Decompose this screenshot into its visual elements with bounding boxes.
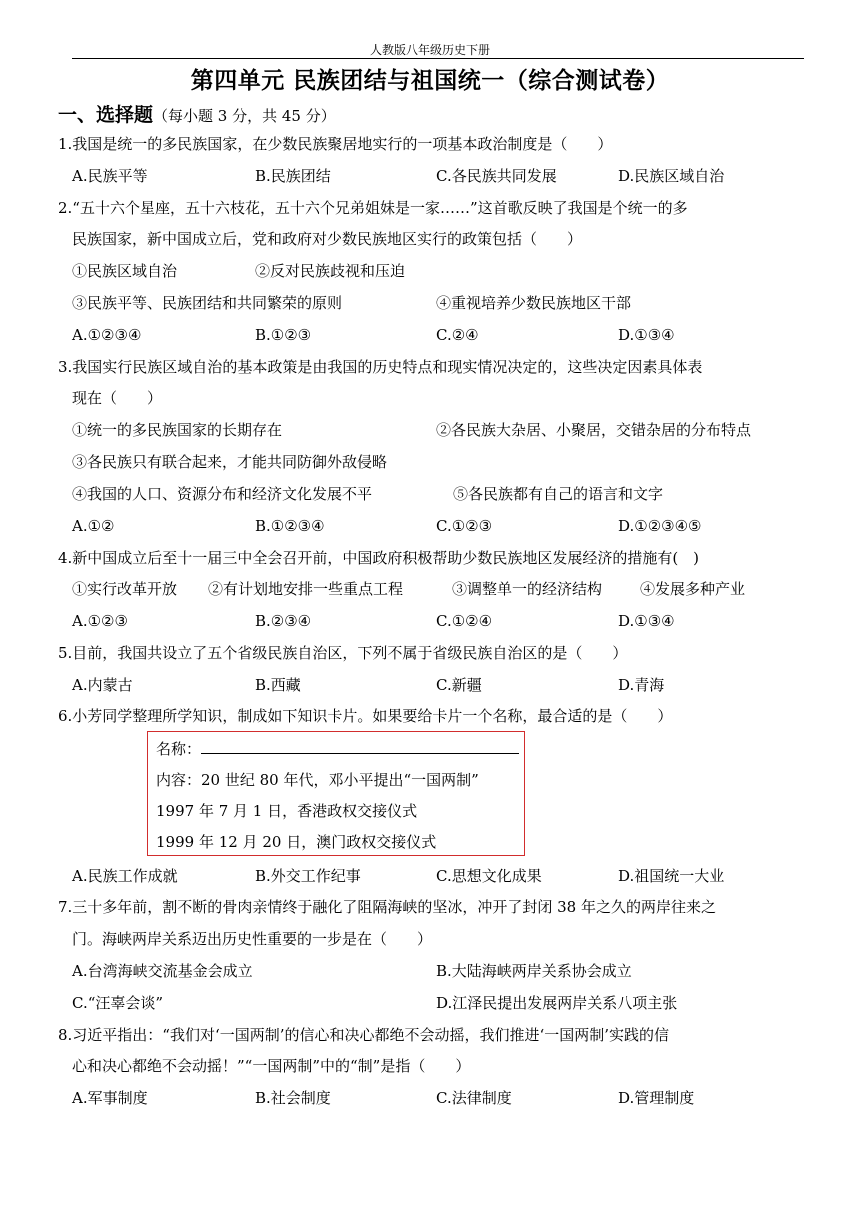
question-5-option-a: A.内蒙古: [72, 676, 133, 694]
question-8-stem-line-1: 8.习近平指出：“我们对‘一国两制’的信心和决心都绝不会动摇，我们推进‘一国两制’实践的信: [58, 1026, 670, 1044]
question-8-option-b: B.社会制度: [255, 1089, 331, 1107]
question-7-option-a: A.台湾海峡交流基金会成立: [72, 962, 253, 980]
question-3-item-2: ②各民族大杂居、小聚居，交错杂居的分布特点: [436, 421, 752, 439]
question-7-option-c: C.“汪辜会谈”: [72, 994, 164, 1012]
question-2-item-1: ①民族区域自治: [72, 262, 178, 280]
question-7-stem-line-1: 7.三十多年前，割不断的骨肉亲情终于融化了阻隔海峡的坚冰，冲开了封闭 38 年之久的两岸往来之: [58, 898, 716, 916]
question-2-option-a: A.①②③④: [72, 326, 142, 344]
question-6-option-a: A.民族工作成就: [72, 867, 178, 885]
question-6-option-d: D.祖国统一大业: [618, 867, 725, 885]
question-7-stem-line-2: 门。海峡两岸关系迈出历史性重要的一步是在（ ）: [72, 930, 433, 948]
question-3-item-1: ①统一的多民族国家的长期存在: [72, 421, 283, 439]
question-7-option-b: B.大陆海峡两岸关系协会成立: [436, 962, 632, 980]
question-4-item-4: ④发展多种产业: [640, 580, 746, 598]
question-2-option-c: C.②④: [436, 326, 479, 344]
question-8-option-d: D.管理制度: [618, 1089, 695, 1107]
question-5-option-c: C.新疆: [436, 676, 482, 694]
question-1-option-b: B.民族团结: [255, 167, 331, 185]
question-2-stem-line-1: 2.“五十六个星座，五十六枝花，五十六个兄弟姐妹是一家……”这首歌反映了我国是个统一的多: [58, 199, 688, 217]
question-1-stem: 1.我国是统一的多民族国家，在少数民族聚居地实行的一项基本政治制度是（ ）: [58, 135, 613, 153]
question-1-option-d: D.民族区域自治: [618, 167, 725, 185]
header-divider: [72, 58, 804, 59]
question-2-stem-line-2: 民族国家，新中国成立后，党和政府对少数民族地区实行的政策包括（ ）: [72, 230, 583, 248]
question-8-option-a: A.军事制度: [72, 1089, 148, 1107]
question-2-option-d: D.①③④: [618, 326, 675, 344]
question-5-option-d: D.青海: [618, 676, 665, 694]
question-2-item-3: ③民族平等、民族团结和共同繁荣的原则: [72, 294, 343, 312]
question-3-stem-line-2: 现在（ ）: [72, 389, 163, 407]
question-6-option-c: C.思想文化成果: [436, 867, 542, 885]
question-4-option-b: B.②③④: [255, 612, 312, 630]
section-note: （每小题 3 分，共 45 分）: [153, 107, 336, 125]
question-4-option-c: C.①②④: [436, 612, 493, 630]
page-title: 第四单元 民族团结与祖国统一（综合测试卷）: [190, 68, 670, 94]
question-4-stem: 4.新中国成立后至十一届三中全会召开前，中国政府积极帮助少数民族地区发展经济的措施有( ): [58, 549, 700, 567]
card-name-label: 名称：: [156, 740, 202, 758]
question-7-option-d: D.江泽民提出发展两岸关系八项主张: [436, 994, 678, 1012]
card-line-1: 内容：20 世纪 80 年代，邓小平提出“一国两制”: [156, 771, 479, 789]
question-2-option-b: B.①②③: [255, 326, 312, 344]
card-name-row: [156, 739, 519, 759]
card-name-blank: [201, 739, 519, 754]
card-line-2: 1997 年 7 月 1 日，香港政权交接仪式: [156, 802, 418, 820]
question-1-option-a: A.民族平等: [72, 167, 148, 185]
question-5-stem: 5.目前，我国共设立了五个省级民族自治区，下列不属于省级民族自治区的是（ ）: [58, 644, 628, 662]
question-3-option-a: A.①②: [72, 517, 115, 535]
knowledge-card: [147, 731, 525, 856]
card-line-3: 1999 年 12 月 20 日，澳门政权交接仪式: [156, 833, 437, 851]
question-3-option-c: C.①②③: [436, 517, 493, 535]
question-2-item-4: ④重视培养少数民族地区干部: [436, 294, 632, 312]
question-8-option-c: C.法律制度: [436, 1089, 512, 1107]
question-3-stem-line-1: 3.我国实行民族区域自治的基本政策是由我国的历史特点和现实情况决定的，这些决定因素具体表: [58, 358, 703, 376]
question-3-option-b: B.①②③④: [255, 517, 325, 535]
question-1-option-c: C.各民族共同发展: [436, 167, 557, 185]
question-2-item-2: ②反对民族歧视和压迫: [255, 262, 406, 280]
question-6-option-b: B.外交工作纪事: [255, 867, 361, 885]
question-4-item-1: ①实行改革开放: [72, 580, 178, 598]
question-4-item-2: ②有计划地安排一些重点工程: [208, 580, 404, 598]
question-4-option-d: D.①③④: [618, 612, 675, 630]
question-4-item-3: ③调整单一的经济结构: [452, 580, 603, 598]
question-3-item-5: ⑤各民族都有自己的语言和文字: [453, 485, 664, 503]
question-4-option-a: A.①②③: [72, 612, 128, 630]
question-5-option-b: B.西藏: [255, 676, 301, 694]
question-6-stem: 6.小芳同学整理所学知识，制成如下知识卡片。如果要给卡片一个名称，最合适的是（ ）: [58, 707, 673, 725]
header-text: 人教版八年级历史下册: [369, 43, 490, 57]
question-3-item-3: ③各民族只有联合起来，才能共同防御外敌侵略: [72, 453, 388, 471]
question-8-stem-line-2: 心和决心都绝不会动摇！”“一国两制”中的“制”是指（ ）: [72, 1057, 471, 1075]
section-heading: [58, 100, 336, 127]
question-3-item-4: ④我国的人口、资源分布和经济文化发展不平: [72, 485, 373, 503]
question-3-option-d: D.①②③④⑤: [618, 517, 702, 535]
section-title: 一、选择题: [58, 104, 154, 126]
